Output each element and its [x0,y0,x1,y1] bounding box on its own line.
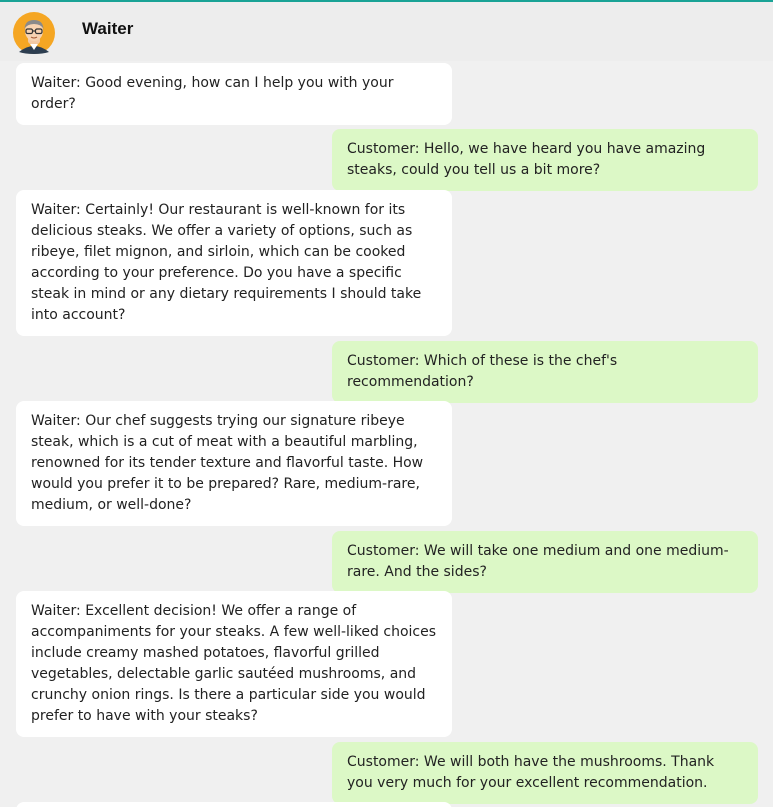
message-bubble-customer: Customer: Hello, we have heard you have amazing steaks, could you tell us a bit more? [332,129,758,191]
message-bubble-waiter: Waiter: Our chef suggests trying our signature ribeye steak, which is a cut of meat with a beautiful marbling, renowned for its tender texture and flavorful taste. How would you prefer it to be prepared? Rare, medium-rare, medium, or well-done? [16,401,452,526]
message-bubble-customer: Customer: Which of these is the chef's recommendation? [332,341,758,403]
message-bubble-waiter: Waiter: Excellent decision! We offer a range of accompaniments for your steaks. A few well-liked choices include creamy mashed potatoes, flavorful grilled vegetables, delectable garlic sautéed mushrooms, and crunchy onion rings. Is there a particular side you would prefer to have with your steaks? [16,591,452,737]
message-bubble-customer: Customer: We will both have the mushrooms. Thank you very much for your excellent recommendation. [332,742,758,804]
message-bubble-waiter: Waiter: Certainly! Our restaurant is well-known for its delicious steaks. We offer a variety of options, such as ribeye, filet mignon, and sirloin, which can be cooked according to your preference. Do you have a specific steak in mind or any dietary requirements I should take into account? [16,190,452,336]
chat-title: Waiter [82,19,134,38]
message-list[interactable] [0,61,773,807]
chat-header [0,0,773,61]
message-bubble-waiter: Waiter: Good evening, how can I help you with your order? [16,63,452,125]
message-bubble-partial [16,802,452,807]
message-bubble-customer: Customer: We will take one medium and one medium-rare. And the sides? [332,531,758,593]
waiter-avatar-icon[interactable] [13,12,55,54]
